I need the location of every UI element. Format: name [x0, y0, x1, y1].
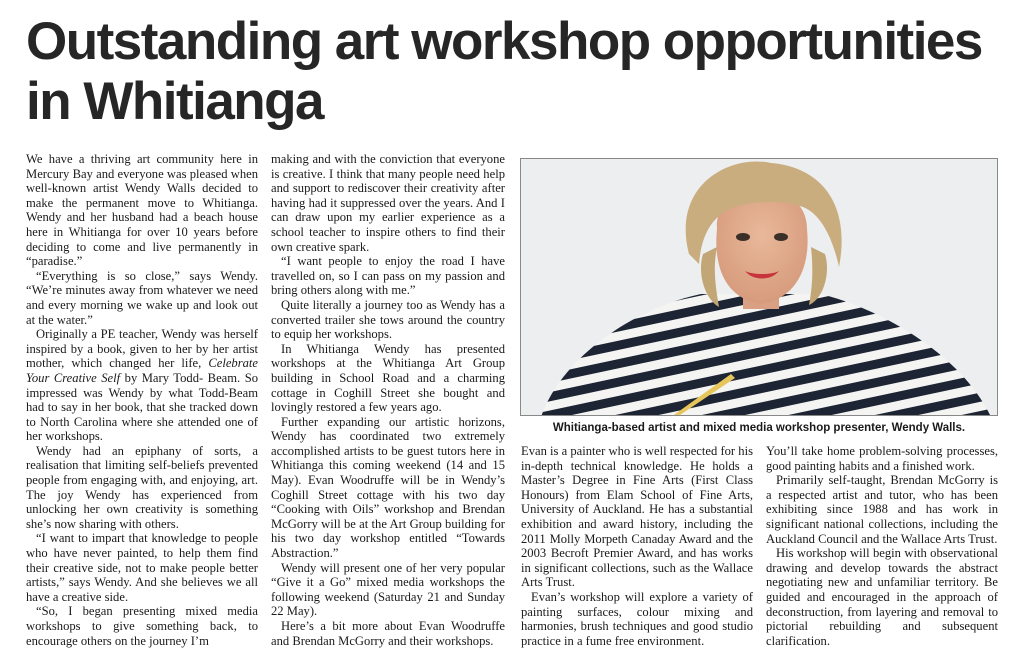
headline-line-2: in Whitianga: [26, 72, 324, 131]
headline: [26, 12, 1016, 132]
paragraph: Further expanding our artistic horizons, Wendy has coordinated two extremely accomplished artists to be guest tutors here in Whitianga this coming weekend (14 and 15 May). Evan Woodruffe will be in Wendy’s Coghill Street cottage with his two day “Cooking with Oils” workshop and Brendan McGorry will be at the Art Group building for his two day workshop entitled “Towards Abstraction.”: [271, 414, 505, 561]
article-column-3: [521, 444, 753, 648]
book-title: Celebrate Your Creative Self: [26, 356, 258, 385]
paragraph: Here’s a bit more about Evan Woodruffe and Brendan McGorry and their workshops.: [271, 619, 505, 648]
portrait-illustration: [521, 159, 998, 416]
article-column-1: [26, 152, 258, 648]
paragraph: You’ll take home problem-solving processes, good painting habits and a finished work.: [766, 444, 998, 473]
paragraph: Quite literally a journey too as Wendy has a converted trailer she tows around the country to equip her workshops.: [271, 297, 505, 342]
paragraph: Primarily self-taught, Brendan McGorry is a respected artist and tutor, who has been exhibiting since 1988 and has work in significant national collections, including the Auckland Council and the Wallace Arts Trust.: [766, 473, 998, 546]
paragraph: Evan is a painter who is well respected for his in-depth technical knowledge. He holds a Master’s Degree in Fine Arts (First Class Honours) from Elam School of Fine Arts, University of Auckland. He has a substantial exhibition and award history, including the 2011 Molly Morpeth Canaday Award and the 2003 Becroft Premier Award, and has works in significant collections, such as the Wallace Arts Trust.: [521, 444, 753, 590]
paragraph: “I want people to enjoy the road I have travelled on, so I can pass on my passion and bring others along with me.”: [271, 254, 505, 298]
paragraph: His workshop will begin with observational drawing and develop towards the abstract negotiating new and unfamiliar territory. Be guided and encouraged in the approach of deconstruction, from layering and removal to pictorial rebuilding and subsequent clarification.: [766, 546, 998, 648]
paragraph: “Everything is so close,” says Wendy. “We’re minutes away from whatever we need and every morning we wake up and look out at the water.”: [26, 268, 258, 327]
paragraph: making and with the conviction that everyone is creative. I think that many people need help and support to rediscover their creativity after having had it suppressed over the years. And I can draw upon my earlier experience as a school teacher to inspire others to find their own creative spark.: [271, 152, 505, 254]
paragraph: Evan’s workshop will explore a variety of painting surfaces, colour mixing and harmonies, brush techniques and good studio practice in a fume free environment.: [521, 589, 753, 648]
paragraph: “So, I began presenting mixed media workshops to give something back, to encourage others on the journey I’m: [26, 604, 258, 648]
paragraph: Wendy will present one of her very popular “Give it a Go” mixed media workshops the following weekend (Saturday 21 and Sunday 22 May).: [271, 560, 505, 619]
photo-caption: Whitianga-based artist and mixed media workshop presenter, Wendy Walls.: [552, 422, 966, 434]
artist-portrait-photo: [520, 158, 998, 416]
paragraph: We have a thriving art community here in Mercury Bay and everyone was pleased when well-known artist Wendy Walls decided to make the permanent move to Whitianga. Wendy and her husband had a beach house here in Whitianga for over 10 years before deciding to come and live permanently in “paradise.”: [26, 152, 258, 269]
paragraph: [26, 327, 258, 444]
paragraph: Wendy had an epiphany of sorts, a realisation that limiting self-beliefs prevented people from engaging with, and enjoying, art. The joy Wendy has experienced from unlocking her own creativity is something she’s now sharing with others.: [26, 443, 258, 531]
article-column-4: [766, 444, 998, 648]
paragraph-text: Originally a PE teacher, Wendy was herself inspired by a book, given to her by her artist mother, which changed her life,: [26, 327, 258, 371]
paragraph-text: by Mary Todd- Beam. So impressed was Wendy by what Todd-Beam had to say in her book, that she tracked down to North Carolina where she attended one of her workshops.: [26, 370, 259, 444]
article-column-2: [271, 152, 505, 648]
paragraph: “I want to impart that knowledge to people who have never painted, to help them find their creative side, not to make people better artists,” says Wendy. And she believes we all have a creative side.: [26, 531, 258, 604]
headline-line-1: Outstanding art workshop opportunities: [26, 12, 982, 71]
paragraph: In Whitianga Wendy has presented workshops at the Whitianga Art Group building in School Road and a charming cottage in Coghill Street she bought and lovingly restored a few years ago.: [271, 341, 505, 415]
